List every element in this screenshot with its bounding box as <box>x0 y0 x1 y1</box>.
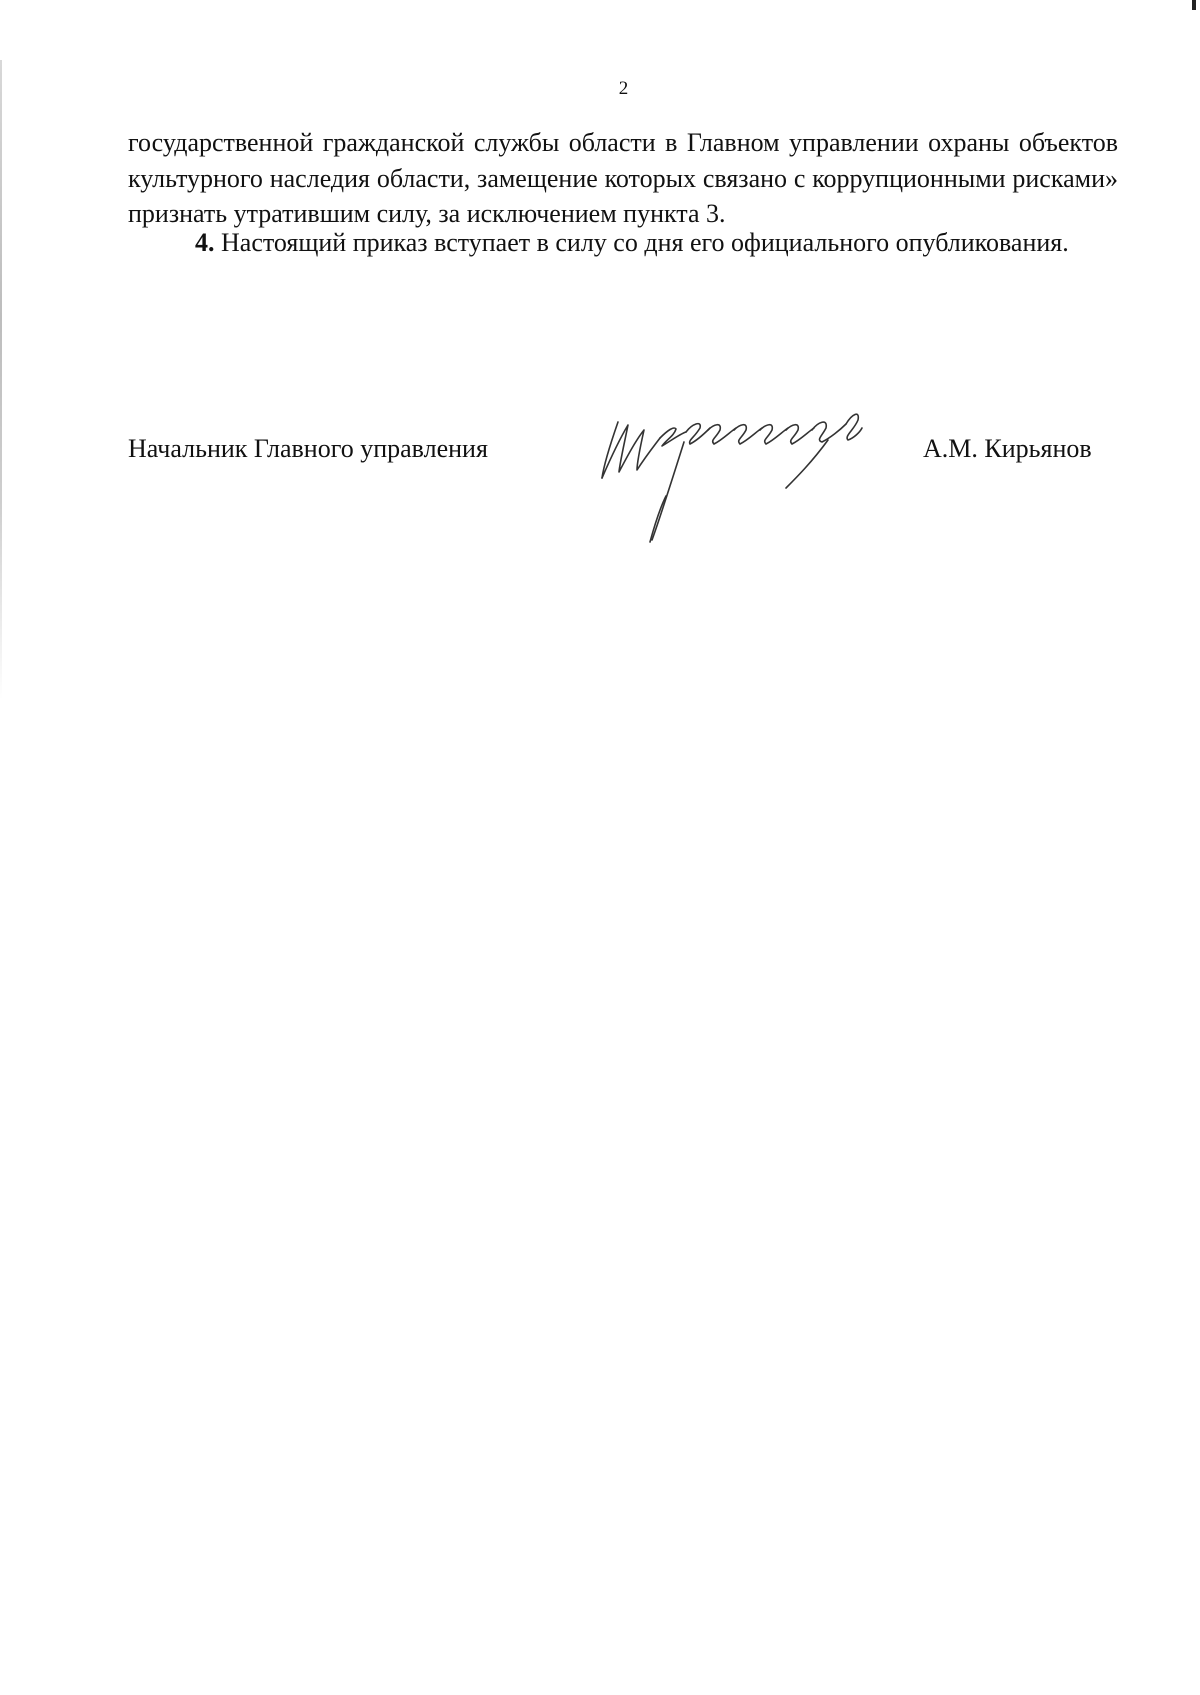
scan-edge-left <box>0 60 2 700</box>
signer-position: Начальник Главного управления <box>128 434 488 463</box>
item-4-number: 4. <box>195 228 215 257</box>
page-number: 2 <box>618 78 629 99</box>
signer-name: А.М. Кирьянов <box>923 434 1092 463</box>
item-4-text: Настоящий приказ вступает в силу со дня его официального опубликования. <box>214 228 1069 257</box>
continued-paragraph: государственной гражданской службы области в Главном управлении охраны объектов культурного наследия области, замещение которых связано с коррупционными рисками» признать утратившим силу, за исключением пункта 3. <box>128 128 1118 228</box>
scan-mark-right <box>1192 0 1196 10</box>
signature-block <box>0 400 1200 580</box>
item-4-paragraph <box>128 225 1118 261</box>
handwritten-signature-icon <box>590 400 930 570</box>
